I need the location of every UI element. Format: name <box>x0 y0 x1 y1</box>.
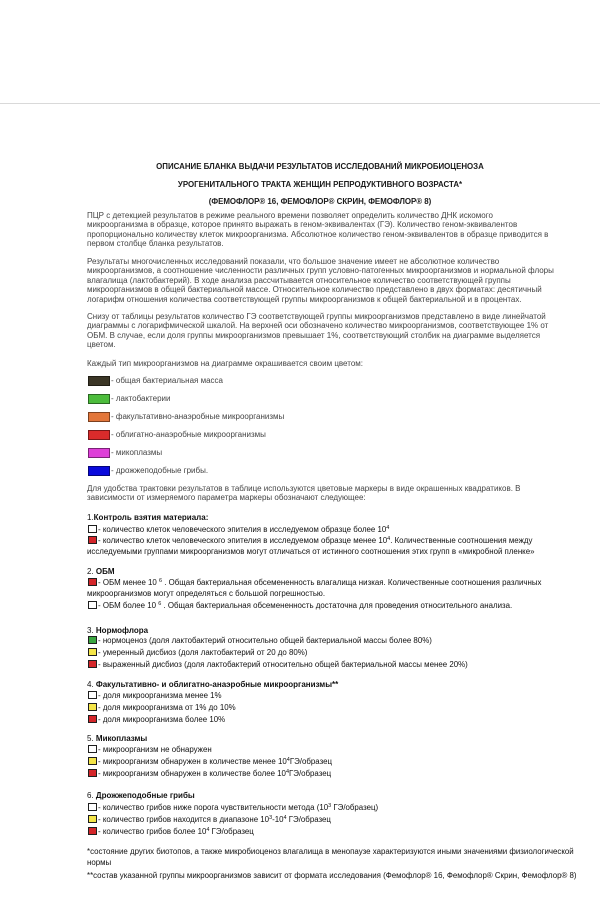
legend-item-facultative-anaerobes <box>88 412 548 422</box>
section-number: 2. <box>87 567 96 576</box>
section-header-yeast-fungi <box>87 791 195 801</box>
superscript: 6 <box>158 601 162 607</box>
legend-swatch <box>88 376 110 386</box>
section-number: 3. <box>87 626 96 635</box>
legend-label: - микоплазмы <box>111 448 163 457</box>
marker-item <box>88 803 378 813</box>
intro-paragraph-results <box>87 257 554 304</box>
marker-square-yellow <box>88 703 97 711</box>
item-text: . Количественные соотношения между <box>390 536 533 545</box>
section-header-mycoplasma <box>87 734 147 744</box>
section-number: 6. <box>87 791 96 800</box>
section-number: 4. <box>87 680 96 689</box>
item-text: - умеренный дисбиоз (доля лактобактерий от 20 до 80%) <box>98 648 308 657</box>
superscript: 4 <box>387 536 391 542</box>
paragraph-line: Результаты многочисленных исследований показали, что большое значение имеет не абсолютное количество <box>87 257 500 266</box>
item-text: - количество грибов ниже порога чувствительности метода (10 <box>98 803 329 812</box>
marker-square-red <box>88 660 97 668</box>
section-title: Микоплазмы <box>95 734 148 743</box>
item-text: ГЭ/образец <box>289 769 332 778</box>
item-text: - доля микроорганизма более 10% <box>98 715 226 724</box>
legend-label: - общая бактериальная масса <box>111 376 223 385</box>
marker-square-yellow <box>88 648 97 656</box>
item-text: - количество грибов более 10 <box>98 827 207 836</box>
marker-square-white <box>88 601 97 609</box>
item-text: - количество клеток человеческого эпителия в исследуемом образце более 10 <box>98 525 387 534</box>
marker-item <box>88 757 332 767</box>
paragraph-line: влагалища (лактобактерий). В ходе анализа рассчитывается относительное количество соответствующей группы <box>87 275 511 285</box>
marker-square-yellow <box>88 757 97 765</box>
superscript: 4 <box>206 827 210 833</box>
marker-item <box>88 648 307 658</box>
marker-item <box>88 578 541 588</box>
marker-square-white <box>88 525 97 533</box>
paragraph-line: Каждый тип микроорганизмов на диаграмме окрашивается своим цветом: <box>87 359 363 368</box>
item-text: - микроорганизм обнаружен в количестве менее 10 <box>98 757 287 766</box>
legend-swatch <box>88 430 110 440</box>
title-line-1: ОПИСАНИЕ БЛАНКА ВЫДАЧИ РЕЗУЛЬТАТОВ ИССЛЕДОВАНИЙ МИКРОБИОЦЕНОЗА <box>156 162 484 171</box>
legend-item-obligate-anaerobes <box>88 430 548 440</box>
superscript: 4 <box>386 525 390 531</box>
section-header-sampling-control <box>87 513 208 523</box>
section-title: Контроль взятия материала: <box>93 513 209 522</box>
legend-label: - облигатно-анаэробные микроорганизмы <box>111 430 266 439</box>
legend-swatch <box>88 412 110 422</box>
legend-item-yeast-fungi <box>88 466 548 476</box>
legend-item-mycoplasma <box>88 448 548 458</box>
marker-item <box>88 691 222 701</box>
section-title: ОБМ <box>95 567 115 576</box>
item-text: - доля микроорганизма от 1% до 10% <box>98 703 236 712</box>
paragraph-line: цветом. <box>87 340 116 350</box>
paragraph-line: микроорганизма в образце, которое принято выражать в геном-эквивалентах (ГЭ). Количество геном-эквивалентов <box>87 220 518 230</box>
footnote-1-line-1: *состояние других биотопов, а также микробиоценоз влагалища в менопаузе характеризуются иными значениями физиологической <box>87 847 574 856</box>
item-text: ГЭ/образец <box>209 827 254 836</box>
top-divider <box>0 103 600 104</box>
legend-swatch <box>88 448 110 458</box>
footnote-1-line-2: нормы <box>87 858 112 867</box>
item-text: исследуемыми группами микроорганизмов могут отличаться от истинного соотношения этих групп в «микробной пленке» <box>87 547 535 556</box>
item-text: ГЭ/образец <box>289 757 333 766</box>
marker-item <box>88 703 236 713</box>
item-text: . Общая бактериальная обсемененность влагалища низкая. Количественные соотношения различных <box>162 578 542 587</box>
item-text: - выраженный дисбиоз (доля лактобактерий относительно общей бактериальной массы менее 20%) <box>98 660 468 669</box>
superscript: 6 <box>159 578 163 584</box>
paragraph-line: зависимости от измеряемого параметра маркеры обозначают следующее: <box>87 493 366 503</box>
marker-item <box>88 745 212 755</box>
section-title: Дрожжеподобные грибы <box>95 791 195 800</box>
marker-item <box>88 827 254 837</box>
paragraph-line: Для удобства трактовки результатов в таблице используются цветовые маркеры в виде окрашенных квадратиков. В <box>87 484 521 493</box>
item-text: - микроорганизм обнаружен в количестве более 10 <box>98 769 286 778</box>
item-text: - микроорганизм не обнаружен <box>98 745 212 754</box>
marker-square-red <box>88 578 97 586</box>
marker-item <box>88 601 512 611</box>
marker-square-red <box>88 715 97 723</box>
item-text: -10 <box>272 815 284 824</box>
item-text: - количество грибов находится в диапазоне 10 <box>98 815 270 824</box>
marker-item <box>88 536 532 546</box>
legend-swatch <box>88 466 110 476</box>
paragraph-line: логарифм отношения количества соответствующей группы микроорганизмов к общей бактериальной и в процентах. <box>87 294 522 304</box>
legend-label: - факультативно-анаэробные микроорганизмы <box>111 412 285 421</box>
paragraph-line: пропорционально количеству клеток микроорганизма. Абсолютное количество геном-эквивалентов в образце приводится в <box>87 229 549 239</box>
item-text: микроорганизмов могут определяться с большой погрешностью. <box>87 589 326 598</box>
item-text: - доля микроорганизма менее 1% <box>98 691 222 700</box>
title-line-2: УРОГЕНИТАЛЬНОГО ТРАКТА ЖЕНЩИН РЕПРОДУКТИВНОГО ВОЗРАСТА* <box>177 180 463 189</box>
paragraph-line: микроорганизмов в общей бактериальной массе. Относительное количество представлено в двух форматах: десятичный <box>87 285 542 295</box>
item-text: ГЭ/образец <box>286 815 331 824</box>
paragraph-line: микроорганизмов, а соотношение численности различных групп условно-патогенных микроорганизмов и нормальной флоры <box>87 266 554 276</box>
section-title: Нормофлора <box>95 626 149 635</box>
section-number: 1. <box>87 513 94 522</box>
marker-item <box>88 715 225 725</box>
marker-item <box>88 636 432 646</box>
marker-item <box>88 525 389 535</box>
legend-item-lactobacteria <box>88 394 548 404</box>
intro-paragraph-diagram <box>87 312 548 350</box>
legend-swatch <box>88 394 110 404</box>
marker-square-red <box>88 536 97 544</box>
marker-item <box>88 660 468 670</box>
marker-square-red <box>88 769 97 777</box>
section-title: Факультативно- и облигатно-анаэробные микроорганизмы** <box>95 680 339 689</box>
footnote-2: **состав указанной группы микроорганизмов зависит от формата исследования (Фемофлор® 16, Фемофлор® Скрин, Фемофлор® 8) <box>87 871 577 880</box>
markers-intro <box>87 484 520 503</box>
marker-item-continuation <box>87 589 325 599</box>
marker-item <box>88 769 331 779</box>
paragraph-line: ОБМ. В случае, если доля группы микроорганизмов превышает 1%, соответствующий столбик на диаграмме выделяется <box>87 330 541 340</box>
section-number: 5. <box>87 734 96 743</box>
section-header-obm <box>87 567 115 577</box>
marker-square-yellow <box>88 815 97 823</box>
legend-label: - лактобактерии <box>111 394 171 403</box>
paragraph-line: Снизу от таблицы результатов количество ГЭ соответствующей группы микроорганизмов представлено в виде линейчатой <box>87 312 546 321</box>
section-header-normoflora <box>87 626 148 636</box>
section-header-anaerobes <box>87 680 338 690</box>
marker-square-white <box>88 803 97 811</box>
superscript: 4 <box>286 757 290 763</box>
marker-item-continuation <box>87 547 535 557</box>
superscript: 3 <box>269 815 273 821</box>
marker-square-green <box>88 636 97 644</box>
legend-label: - дрожжеподобные грибы. <box>111 466 209 475</box>
legend-item-total-bacterial-mass <box>88 376 548 386</box>
item-text: - количество клеток человеческого эпителия в исследуемом образце менее 10 <box>98 536 388 545</box>
title-line-3: (ФЕМОФЛОР® 16, ФЕМОФЛОР® СКРИН, ФЕМОФЛОР® 8) <box>208 197 432 206</box>
paragraph-line: ПЦР с детекцией результатов в режиме реального времени позволяет определить количество ДНК искомого <box>87 211 493 220</box>
item-text: - ОБМ менее 10 <box>98 578 160 587</box>
superscript: 3 <box>328 803 332 809</box>
superscript: 4 <box>285 769 289 775</box>
item-text: - ОБМ более 10 <box>98 601 159 610</box>
paragraph-line: диаграммы с логарифмической шкалой. На верхней оси обозначено количество микроорганизмов, соответствующее 1% от <box>87 321 549 331</box>
marker-square-red <box>88 827 97 835</box>
marker-square-white <box>88 691 97 699</box>
marker-square-white <box>88 745 97 753</box>
item-text: ГЭ/образец) <box>331 803 379 812</box>
intro-paragraph-pcr <box>87 211 548 249</box>
superscript: 4 <box>283 815 287 821</box>
legend-intro <box>87 359 363 368</box>
item-text: . Общая бактериальная обсемененность достаточна для проведения относительного анализа. <box>161 601 513 610</box>
paragraph-line: первом столбце бланка результатов. <box>87 239 224 249</box>
marker-item <box>88 815 331 825</box>
item-text: - нормоценоз (доля лактобактерий относительно общей бактериальной массы более 80%) <box>98 636 432 645</box>
